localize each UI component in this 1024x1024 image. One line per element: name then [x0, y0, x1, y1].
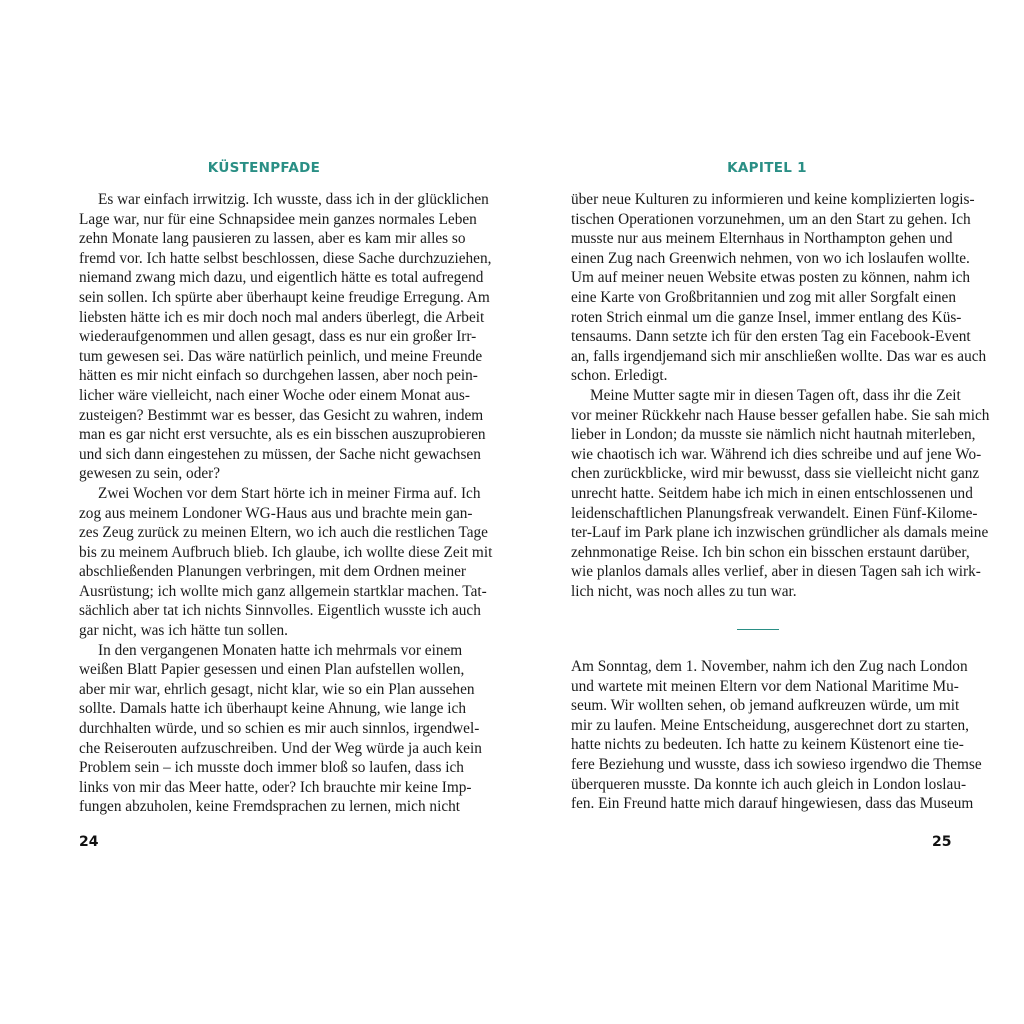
- text-line: lich nicht, was noch alles zu tun war.: [571, 582, 797, 600]
- text-line: Zwei Wochen vor dem Start hörte ich in meiner Firma auf. Ich: [98, 484, 481, 502]
- text-line: und sich dann eingestehen zu müssen, der Sache nicht gewachsen: [79, 445, 481, 463]
- page-number: 25: [932, 834, 952, 850]
- text-line: hätten es mir nicht einfach so durchgehen lassen, aber noch pein-: [79, 367, 478, 385]
- text-line: wie chaotisch ich war. Während ich dies schreibe und auf jene Wo-: [571, 445, 982, 463]
- text-line: wiederaufgenommen und allen gesagt, dass es nur ein großer Irr-: [79, 328, 477, 346]
- right-page: [512, 0, 1024, 1024]
- text-line: ter-Lauf im Park plane ich inzwischen gründlicher als damals meine: [571, 524, 989, 542]
- text-line: roten Strich einmal um die ganze Insel, immer entlang des Küs-: [571, 308, 962, 326]
- text-line: tum gewesen sei. Das wäre natürlich peinlich, und meine Freunde: [79, 347, 483, 365]
- body-text-section-2: [571, 657, 982, 814]
- text-line: abschließenden Planungen verbringen, mit dem Ordnen meiner: [79, 563, 466, 581]
- text-line: gar nicht, was ich hätte tun sollen.: [79, 622, 289, 640]
- text-line: gewesen zu sein, oder?: [79, 465, 221, 483]
- text-line: In den vergangenen Monaten hatte ich mehrmals vor einem: [98, 641, 463, 659]
- text-line: Lage war, nur für eine Schnapsidee mein ganzes normales Leben: [79, 210, 477, 228]
- text-line: vor meiner Rückkehr nach Hause besser gefallen habe. Sie sah mich: [571, 406, 990, 424]
- text-line: und wartete mit meinen Eltern vor dem National Maritime Mu-: [571, 677, 959, 695]
- text-line: Meine Mutter sagte mir in diesen Tagen oft, dass ihr die Zeit: [590, 386, 961, 404]
- body-text: [79, 190, 493, 817]
- text-line: Am Sonntag, dem 1. November, nahm ich den Zug nach London: [571, 658, 968, 675]
- text-line: leidenschaftlichen Planungsfreak verwandelt. Einen Fünf-Kilome-: [571, 504, 978, 522]
- text-line: lieber in London; da musste sie nämlich nicht hautnah miterleben,: [571, 426, 976, 444]
- text-line: über neue Kulturen zu informieren und keine komplizierten logis-: [571, 191, 975, 208]
- text-line: zusteigen? Bestimmt war es besser, das Gesicht zu wahren, indem: [79, 406, 484, 424]
- text-line: Um auf meiner neuen Website etwas posten zu können, nahm ich: [571, 269, 971, 287]
- text-line: fen. Ein Freund hatte mich darauf hingewiesen, dass das Museum: [571, 795, 974, 813]
- text-line: zes Zeug zurück zu meinen Eltern, wo ich auch die restlichen Tage: [79, 524, 488, 542]
- text-line: eine Karte von Großbritannien und zog mit aller Sorgfalt einen: [571, 288, 956, 306]
- text-line: sächlich aber tat ich nichts Sinnvolles. Eigentlich wusste ich auch: [79, 602, 481, 620]
- text-line: licher wäre vielleicht, nach einer Woche oder einem Monat aus-: [79, 386, 470, 404]
- text-line: mir zu laufen. Meine Entscheidung, ausgerechnet dort zu starten,: [571, 716, 970, 734]
- text-line: unrecht hatte. Seitdem habe ich mich in einen entschlossenen und: [571, 484, 973, 502]
- text-line: seum. Wir wollten sehen, ob jemand aufkreuzen würde, um mit: [571, 697, 960, 715]
- text-line: tensaums. Dann setzte ich für den ersten Tag ein Facebook-Event: [571, 328, 971, 346]
- running-head: KÜSTENPFADE: [207, 160, 321, 176]
- text-line: liebsten hätte ich es mir doch noch mal anders überlegt, die Arbeit: [79, 308, 485, 326]
- text-line: fere Beziehung und wusste, dass ich sowieso irgendwo die Themse: [571, 755, 982, 773]
- text-line: zehn Monate lang pausieren zu lassen, aber es kam mir alles so: [79, 230, 466, 248]
- text-line: aber mir war, ehrlich gesagt, nicht klar, wie so ein Plan aussehen: [79, 680, 475, 698]
- text-line: niemand zwang mich dazu, und eigentlich hätte es total aufregend: [79, 269, 484, 287]
- text-line: schon. Erledigt.: [571, 367, 668, 385]
- text-line: wie planlos damals alles verlief, aber in diesen Tagen sah ich wirk-: [571, 563, 981, 581]
- text-line: musste nur aus meinem Elternhaus in Northampton gehen und: [571, 230, 953, 248]
- text-line: Ausrüstung; ich wollte mich ganz allgemein startklar machen. Tat-: [79, 582, 487, 600]
- body-text: [571, 190, 990, 601]
- text-line: sein sollen. Ich spürte aber überhaupt keine freudige Erregung. Am: [79, 288, 490, 306]
- text-line: chen zurückblicke, wird mir bewusst, dass sie vielleicht nicht ganz: [571, 465, 980, 483]
- text-line: durchhalten würde, und so schien es mir auch sinnlos, irgendwel-: [79, 720, 480, 738]
- text-line: Es war einfach irrwitzig. Ich wusste, dass ich in der glücklichen: [98, 191, 489, 208]
- section-divider: [737, 629, 779, 630]
- text-line: fungen abzuholen, keine Fremdsprachen zu lernen, mich nicht: [79, 798, 461, 816]
- text-line: zog aus meinem Londoner WG-Haus aus und brachte mein gan-: [79, 504, 473, 522]
- text-line: an, falls irgendjemand sich mir anschließen wollte. Das war es auch: [571, 347, 987, 365]
- text-line: bis zu meinem Aufbruch blieb. Ich glaube, ich wollte diese Zeit mit: [79, 543, 493, 561]
- text-line: tischen Operationen vorzunehmen, um an den Start zu gehen. Ich: [571, 210, 971, 228]
- text-line: links von mir das Meer hatte, oder? Ich brauchte mir keine Imp-: [79, 778, 472, 796]
- text-line: einen Zug nach Greenwich nehmen, von wo ich loslaufen wollte.: [571, 249, 970, 267]
- text-line: man es gar nicht erst versuchte, als es ein bisschen auszuprobieren: [79, 426, 486, 444]
- text-line: überqueren musste. Da konnte ich auch gleich in London loslau-: [571, 775, 967, 793]
- text-line: Problem sein – ich musste doch immer bloß so laufen, dass ich: [79, 759, 464, 777]
- running-head: KAPITEL 1: [727, 160, 807, 176]
- text-line: weißen Blatt Papier gesessen und einen Plan aufstellen wollen,: [79, 661, 465, 679]
- text-line: fremd vor. Ich hatte selbst beschlossen, diese Sache durchzuziehen,: [79, 249, 492, 267]
- text-line: che Reiserouten aufzuschreiben. Und der Weg würde ja auch kein: [79, 739, 482, 757]
- text-line: sollte. Damals hatte ich überhaupt keine Ahnung, wie lange ich: [79, 700, 466, 718]
- text-line: zehnmonatige Reise. Ich bin schon ein bisschen erstaunt darüber,: [571, 543, 970, 561]
- text-line: hatte nichts zu bedeuten. Ich hatte zu keinem Küstenort eine tie-: [571, 736, 964, 754]
- page-number: 24: [79, 834, 99, 850]
